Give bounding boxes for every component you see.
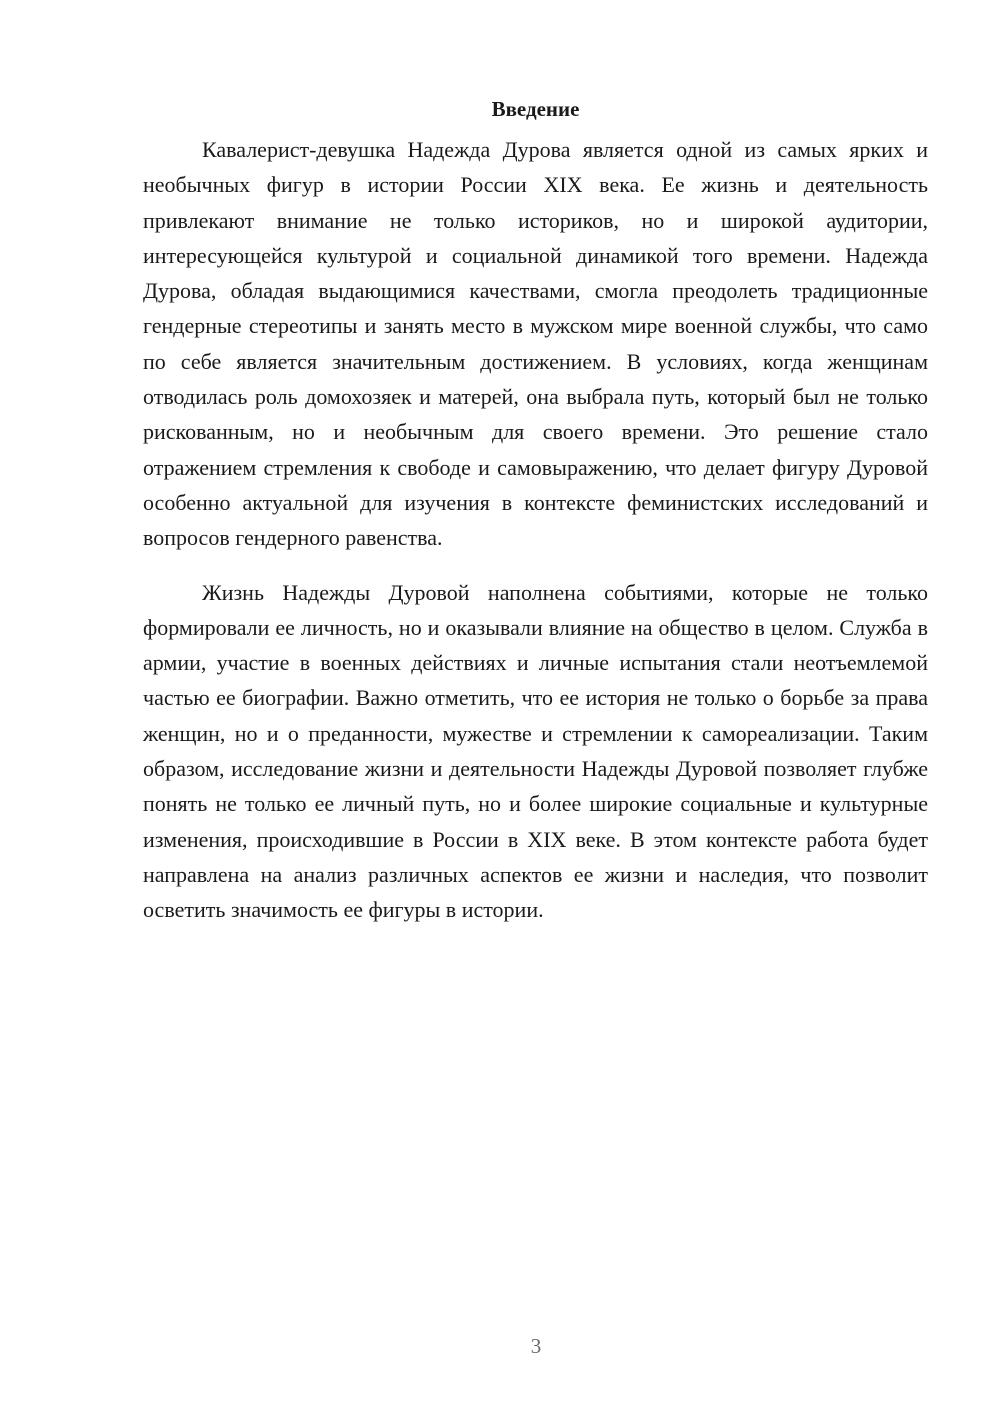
section-heading: Введение	[491, 97, 580, 121]
page-content	[143, 92, 928, 928]
page-number: 3	[530, 1334, 542, 1358]
body-paragraph-2: Жизнь Надежды Дуровой наполнена событиями, которые не только формировали ее личность, но и оказывали влияние на общество в целом. Служба в армии, участие в военных действиях и личные испытания стали неотъемлемой частью ее биографии. Важно отметить, что ее история не только о борьбе за права женщин, но и о преданности, мужестве и стремлении к самореализации. Таким образом, исследование жизни и деятельности Надежды Дуровой позволяет глубже понять не только ее личный путь, но и более широкие социальные и культурные изменения, происходившие в России в XIX веке. В этом контексте работа будет направлена на анализ различных аспектов ее жизни и наследия, что позволит осветить значимость ее фигуры в истории.	[143, 579, 928, 923]
body-paragraph-1: Кавалерист-девушка Надежда Дурова является одной из самых ярких и необычных фигур в истории России XIX века. Ее жизнь и деятельность привлекают внимание не только историков, но и широкой аудитории, интересующейся культурой и социальной динамикой того времени. Надежда Дурова, обладая выдающимися качествами, смогла преодолеть традиционные гендерные стереотипы и занять место в мужском мире военной службы, что само по себе является значительным достижением. В условиях, когда женщинам отводилась роль домохозяек и матерей, она выбрала путь, который был не только рискованным, но и необычным для своего времени. Это решение стало отражением стремления к свободе и самовыражению, что делает фигуру Дуровой особенно актуальной для изучения в контексте феминистских исследований и вопросов гендерного равенства.	[143, 137, 928, 551]
